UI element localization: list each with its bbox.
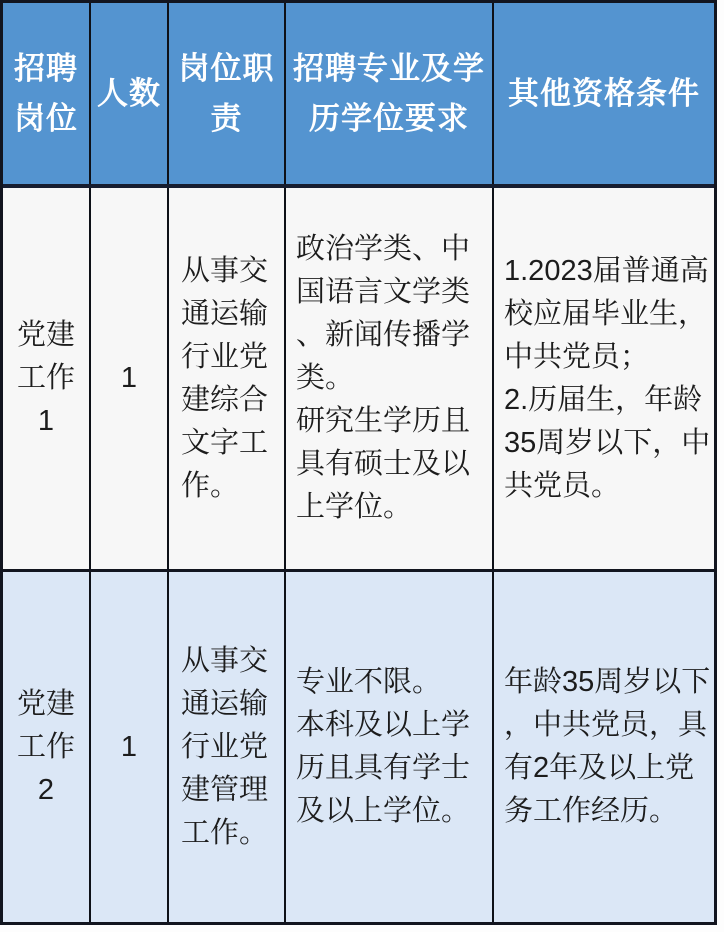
headcount-value: 1 bbox=[120, 362, 138, 394]
cell-other-row1 bbox=[494, 188, 714, 569]
cell-other-row2 bbox=[494, 572, 714, 922]
table-row-dangjian-2 bbox=[3, 572, 714, 922]
header-cell-duties bbox=[169, 3, 286, 184]
header-label-headcount: 人数 bbox=[97, 75, 161, 111]
table-row-dangjian-1 bbox=[3, 188, 714, 572]
header-label-other-qualifications: 其他资格条件 bbox=[508, 75, 700, 111]
position-value: 党建工作2 bbox=[16, 687, 75, 806]
header-cell-headcount bbox=[91, 3, 169, 184]
table-header-row bbox=[3, 3, 714, 188]
header-cell-major-requirements bbox=[286, 3, 494, 184]
cell-position-row1 bbox=[3, 188, 91, 569]
cell-major-row2 bbox=[286, 572, 494, 922]
other-paragraph-1: 年龄35周岁以下，中共党员，具有2年及以上党务工作经历。 bbox=[504, 666, 711, 827]
major-paragraph-1: 政治学类、中国语言文学类、新闻传播学类。 bbox=[296, 233, 471, 394]
major-paragraph-2: 研究生学历且具有硕士及以上学位。 bbox=[296, 405, 471, 523]
cell-position-row2 bbox=[3, 572, 91, 922]
header-label-position: 招聘岗位 bbox=[14, 50, 78, 136]
cell-headcount-row2 bbox=[91, 572, 169, 922]
header-cell-position bbox=[3, 3, 91, 184]
duties-value: 从事交通运输行业党建管理工作。 bbox=[181, 644, 269, 849]
header-label-duties: 岗位职责 bbox=[178, 50, 275, 136]
header-label-major-requirements: 招聘专业及学历学位要求 bbox=[293, 50, 485, 136]
cell-major-row1 bbox=[286, 188, 494, 569]
cell-headcount-row1 bbox=[91, 188, 169, 569]
cell-duties-row1 bbox=[169, 188, 286, 569]
major-paragraph-2: 本科及以上学历且具有学士及以上学位。 bbox=[296, 709, 471, 827]
major-paragraph-1: 专业不限。 bbox=[296, 666, 442, 698]
other-paragraph-1: 1.2023届普通高校应届毕业生，中共党员； bbox=[504, 254, 709, 373]
position-value: 党建工作1 bbox=[16, 319, 75, 437]
cell-duties-row2 bbox=[169, 572, 286, 922]
other-paragraph-2: 2.历届生，年龄35周岁以下，中共党员。 bbox=[504, 383, 711, 502]
headcount-value: 1 bbox=[120, 730, 138, 763]
header-cell-other-qualifications bbox=[494, 3, 714, 184]
duties-value: 从事交通运输行业党建综合文字工作。 bbox=[181, 254, 269, 502]
